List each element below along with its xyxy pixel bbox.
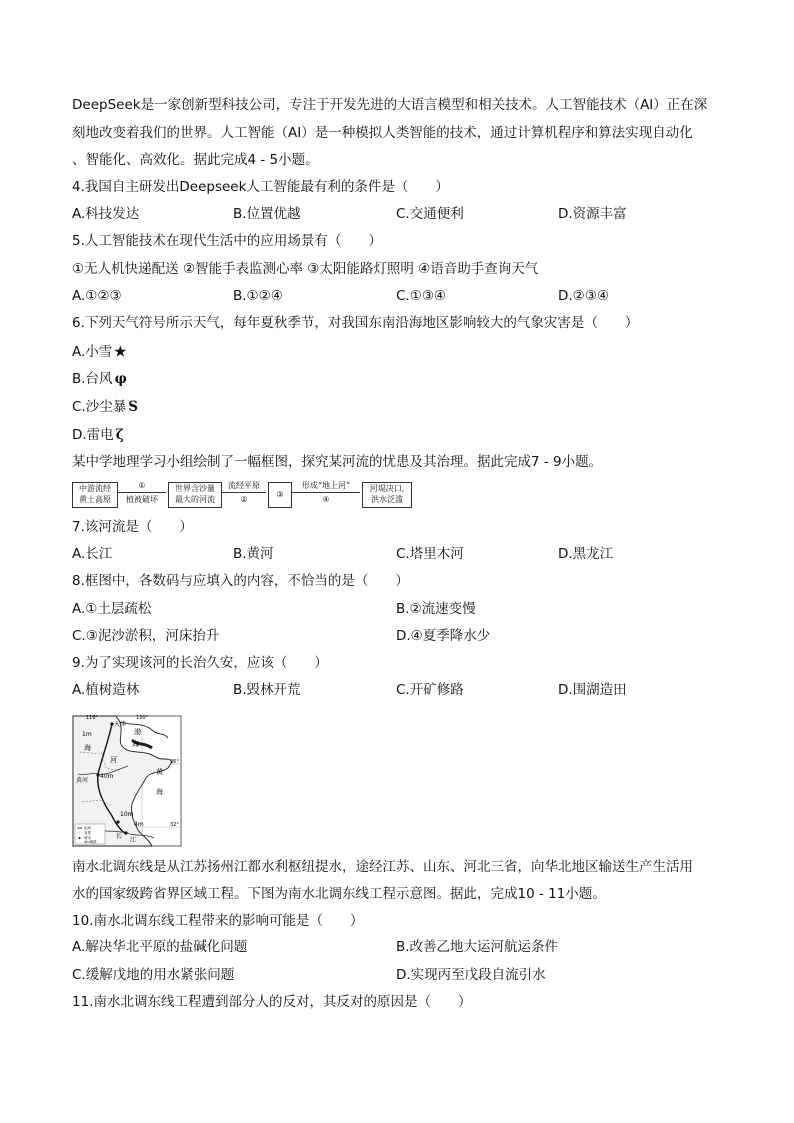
elevation-label: 10m bbox=[120, 811, 134, 818]
question-10-stem: 10.南水北调东线工程带来的影响可能是（ ） bbox=[72, 913, 364, 929]
legend-text: 4m海拔 bbox=[84, 840, 97, 844]
question-5-option-c[interactable]: C.①③④ bbox=[396, 288, 447, 304]
elevation-label: 1m bbox=[82, 731, 92, 738]
question-10-option-c[interactable]: C.缓解戊地的用水紧张问题 bbox=[72, 967, 235, 983]
question-7-option-d[interactable]: D.黑龙江 bbox=[558, 546, 614, 562]
question-9-option-b[interactable]: B.毁林开荒 bbox=[233, 682, 301, 698]
map-legend bbox=[75, 824, 105, 844]
flowchart-arrow-number: ① bbox=[138, 481, 146, 490]
map-label: 海 bbox=[84, 744, 91, 752]
question-8-option-a[interactable]: A.①土层疏松 bbox=[72, 601, 152, 617]
option-label: C.沙尘暴 bbox=[72, 399, 127, 415]
question-7-option-a[interactable]: A.长江 bbox=[72, 546, 113, 562]
question-6-option-d[interactable] bbox=[72, 426, 124, 444]
flowchart-arrow-2 bbox=[222, 481, 266, 505]
flowchart-box-3: ③ bbox=[268, 482, 292, 508]
flowchart-box-4 bbox=[362, 482, 412, 508]
question-5-stem: 5.人工智能技术在现代生活中的应用场景有（ ） bbox=[72, 233, 382, 249]
intro-paragraph-line: 水的国家级跨省界区域工程。下图为南水北调东线工程示意图。据此，完成10 - 11小题。 bbox=[72, 886, 606, 902]
question-4-option-a[interactable]: A.科技发达 bbox=[72, 206, 140, 222]
latitude-label: 36° bbox=[170, 759, 179, 765]
intro-paragraph-line: 某中学地理学习小组绘制了一幅框图，探究某河流的忧患及其治理。据此完成7 - 9小题。 bbox=[72, 454, 603, 470]
river-label: 黄河 bbox=[76, 777, 89, 784]
river-flowchart bbox=[72, 481, 422, 511]
question-8-option-d[interactable]: D.④夏季降水少 bbox=[396, 628, 491, 644]
typhoon-symbol-icon: φ bbox=[114, 371, 127, 387]
legend-text: 运河 bbox=[84, 826, 91, 830]
legend-symbol bbox=[79, 837, 81, 839]
sea-label: 海 bbox=[132, 740, 139, 748]
flowchart-arrow-text: 流经平原 bbox=[228, 481, 260, 490]
flowchart-arrow-text: 形成“地上河” bbox=[301, 481, 351, 490]
longitude-label: 120° bbox=[136, 715, 149, 721]
question-4-option-d[interactable]: D.资源丰富 bbox=[558, 206, 627, 222]
sea-label: 渤 bbox=[134, 728, 141, 736]
question-5-option-d[interactable]: D.②③④ bbox=[558, 288, 609, 304]
question-6-option-a[interactable] bbox=[72, 343, 126, 361]
intro-paragraph-line: 、智能化、高效化。据此完成4 - 5小题。 bbox=[72, 152, 319, 168]
arrow-line bbox=[292, 492, 360, 493]
flowchart-arrow-number: ② bbox=[240, 495, 248, 504]
question-11-stem: 11.南水北调东线工程遭到部分人的反对，其反对的原因是（ ） bbox=[72, 994, 472, 1010]
arrow-line bbox=[118, 492, 166, 493]
river-label: 河 bbox=[110, 756, 117, 764]
question-10-option-d[interactable]: D.实现丙至戊段自流引水 bbox=[396, 967, 546, 983]
question-9-option-d[interactable]: D.围湖造田 bbox=[558, 682, 627, 698]
question-9-option-c[interactable]: C.开矿修路 bbox=[396, 682, 464, 698]
flowchart-box-2 bbox=[168, 482, 222, 508]
question-10-option-a[interactable]: A.解决华北平原的盐碱化问题 bbox=[72, 939, 248, 955]
flowchart-arrow-1 bbox=[118, 481, 166, 505]
question-10-option-b[interactable]: B.改善乙地大运河航运条件 bbox=[396, 939, 559, 955]
question-8-stem: 8.框图中，各数码与应填入的内容，不恰当的是（ ） bbox=[72, 573, 409, 589]
arrow-line bbox=[222, 492, 266, 493]
flowchart-arrow-number: ④ bbox=[322, 495, 330, 504]
question-4-stem: 4.我国自主研发出Deepseek人工智能最有利的条件是（ ） bbox=[72, 179, 449, 195]
city-marker bbox=[124, 831, 127, 834]
question-7-stem: 7.该河流是（ ） bbox=[72, 519, 193, 535]
question-6-option-c[interactable] bbox=[72, 398, 138, 416]
option-label: B.台风 bbox=[72, 371, 113, 387]
flowchart-box-text: 黄土高原 bbox=[79, 495, 111, 504]
flowchart-arrow-text: 植被破坏 bbox=[126, 495, 158, 504]
city-label: 天津 bbox=[114, 721, 127, 728]
question-4-option-c[interactable]: C.交通便利 bbox=[396, 206, 464, 222]
intro-paragraph-line: DeepSeek是一家创新型科技公司，专注于开发先进的大语言模型和相关技术。人工智能技术（AI）正在深 bbox=[72, 97, 708, 113]
intro-paragraph-line: 南水北调东线是从江苏扬州江都水利枢纽提水，途经江苏、山东、河北三省，向华北地区输送生产生活用 bbox=[72, 859, 693, 875]
flowchart-box-text: 最大的河流 bbox=[175, 495, 215, 504]
latitude-label: 32° bbox=[170, 822, 179, 828]
question-9-option-a[interactable]: A.植树造林 bbox=[72, 682, 140, 698]
question-8-option-c[interactable]: C.③泥沙淤积，河床抬升 bbox=[72, 628, 220, 644]
question-8-option-b[interactable]: B.②流速变慢 bbox=[396, 601, 476, 617]
longitude-label: 116° bbox=[86, 715, 99, 721]
flowchart-box-text: 河堤决口, bbox=[369, 484, 405, 493]
question-5-items: ①无人机快递配送 ②智能手表监测心率 ③太阳能路灯照明 ④语音助手查询天气 bbox=[72, 261, 539, 277]
sea-label: 黄 bbox=[156, 768, 163, 776]
option-label: D.雷电 bbox=[72, 427, 114, 443]
legend-text: 城市 bbox=[84, 836, 91, 840]
flowchart-box-1 bbox=[72, 482, 118, 508]
question-5-option-a[interactable]: A.①②③ bbox=[72, 288, 122, 304]
question-6-option-b[interactable] bbox=[72, 370, 127, 388]
intro-paragraph-line: 刻地改变着我们的世界。人工智能（AI）是一种模拟人类智能的技术，通过计算机程序和算法实现自动化 bbox=[72, 125, 693, 141]
thunder-symbol-icon: ζ bbox=[115, 427, 124, 443]
south-north-water-diversion-map bbox=[72, 712, 182, 847]
question-9-stem: 9.为了实现该河的长治久安，应该（ ） bbox=[72, 655, 328, 671]
question-7-option-c[interactable]: C.塔里木河 bbox=[396, 546, 464, 562]
flowchart-box-text: 中游流经 bbox=[79, 484, 111, 493]
question-7-option-b[interactable]: B.黄河 bbox=[233, 546, 274, 562]
question-6-stem: 6.下列天气符号所示天气，每年夏秋季节，对我国东南沿海地区影响较大的气象灾害是（ ） bbox=[72, 315, 639, 331]
question-4-option-b[interactable]: B.位置优越 bbox=[233, 206, 301, 222]
sandstorm-symbol-icon: S bbox=[128, 399, 138, 415]
elevation-label: 40m bbox=[100, 773, 114, 780]
option-label: A.小雪 bbox=[72, 344, 113, 360]
sea-label: 海 bbox=[156, 788, 163, 796]
flowchart-box-text: 洪水泛滥 bbox=[371, 495, 403, 504]
river-label: 长 bbox=[116, 833, 123, 840]
question-5-option-b[interactable]: B.①②④ bbox=[233, 288, 283, 304]
legend-text: 省界 bbox=[84, 831, 91, 835]
flowchart-arrow-3 bbox=[292, 481, 360, 505]
city-marker bbox=[116, 820, 119, 823]
snow-symbol-icon: ★ bbox=[114, 344, 127, 360]
elevation-label: 4m bbox=[134, 821, 144, 828]
flowchart-box-text: 世界含沙量 bbox=[175, 484, 215, 493]
river-label: 江 bbox=[130, 837, 137, 844]
